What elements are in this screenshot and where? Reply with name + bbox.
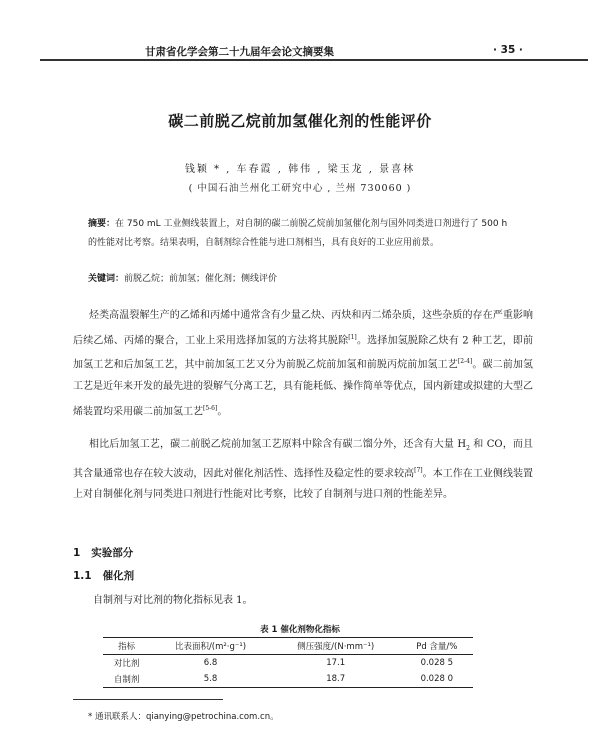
table-cell: 5.8 bbox=[203, 674, 218, 684]
intro-paragraph-1: 烃类高温裂解生产的乙烯和丙烯中通常含有少量乙炔、丙炔和丙二烯杂质，这些杂质的存在严重影响后续乙烯、丙烯的聚合，工业上采用选择加氢的方法将其脱除[1]。选择加氢脱除乙炔有 2 种工艺，即前加氢工艺和后加氢工艺，其中前加氢工艺又分为前脱乙烷前加氢和前脱丙烷前加氢工艺[2-4]。碳二前加氢工艺是近年来开发的最先进的裂解气分离工艺，具有能耗低、操作简单等优点，国内新建或拟建的大型乙烯装置均采用碳二前加氢工艺[5-6]。 bbox=[73, 310, 534, 417]
table-header-row bbox=[103, 638, 473, 655]
table-cell: 0.028 5 bbox=[420, 658, 454, 668]
table-cell: 6.8 bbox=[203, 658, 218, 668]
header-rule bbox=[40, 59, 588, 61]
keywords bbox=[88, 271, 277, 284]
footnote: * 通讯联系人：qianying@petrochina.com.cn。 bbox=[88, 712, 279, 722]
table-header: 侧压强度/(N·mm⁻¹) bbox=[297, 642, 375, 652]
section-1-1-heading: 1.1 催化剂 bbox=[73, 570, 135, 582]
table-cell: 对比剂 bbox=[113, 659, 140, 669]
table-header: 比表面积/(m²·g⁻¹) bbox=[174, 642, 247, 652]
table-cell: 17.1 bbox=[326, 658, 346, 668]
keywords-text: 前脱乙烷；前加氢；催化剂；侧线评价 bbox=[124, 274, 278, 284]
table-header: 指标 bbox=[118, 642, 136, 652]
table-row bbox=[103, 671, 473, 688]
keywords-label: 关键词： bbox=[88, 274, 125, 284]
paper-title: 碳二前脱乙烷前加氢催化剂的性能评价 bbox=[168, 112, 432, 130]
footnote-rule bbox=[73, 699, 223, 700]
section-1-1-text: 自制剂与对比剂的物化指标见表 1。 bbox=[93, 595, 253, 606]
section-1-heading: 1 实验部分 bbox=[73, 547, 134, 559]
affiliation: ( 中国石油兰州化工研究中心 , 兰州 730060 ) bbox=[188, 183, 412, 194]
table-cell: 18.7 bbox=[326, 674, 346, 684]
abstract-text: 在 750 mL 工业侧线装置上，对自制的碳二前脱乙烷前加氢催化剂与国外同类进口剂进行了 500 h 的性能对比考察。结果表明，自制剂综合性能与进口剂相当，具有良好的工业应用前景。 bbox=[88, 219, 508, 248]
table-header: Pd 含量/% bbox=[416, 642, 458, 652]
page-number: · 35 · bbox=[493, 44, 523, 56]
catalyst-table bbox=[103, 637, 473, 688]
table-caption: 表 1 催化剂物化指标 bbox=[260, 625, 340, 635]
authors: 钱颖 * , 车春霞 , 韩伟 , 梁玉龙 , 景喜林 bbox=[184, 164, 416, 175]
table-row bbox=[103, 655, 473, 672]
table-cell: 0.028 0 bbox=[420, 674, 454, 684]
abstract bbox=[88, 215, 518, 253]
abstract-label: 摘要： bbox=[88, 219, 116, 229]
table-cell: 自制剂 bbox=[113, 675, 140, 685]
running-header: 甘肃省化学会第二十九届年会论文摘要集 bbox=[145, 46, 334, 58]
intro-paragraph-2: 相比后加氢工艺，碳二前脱乙烷前加氢工艺原料中除含有碳二馏分外，还含有大量 $H_2$ 和 CO，而且其含量通常也存在较大波动，因此对催化剂活性、选择性及稳定性的要求较高[7]。本工作在工业侧线装置上对自制催化剂与同类进口剂进行性能对比考察，比较了自制剂与进口剂的性能差异。 bbox=[73, 439, 534, 501]
